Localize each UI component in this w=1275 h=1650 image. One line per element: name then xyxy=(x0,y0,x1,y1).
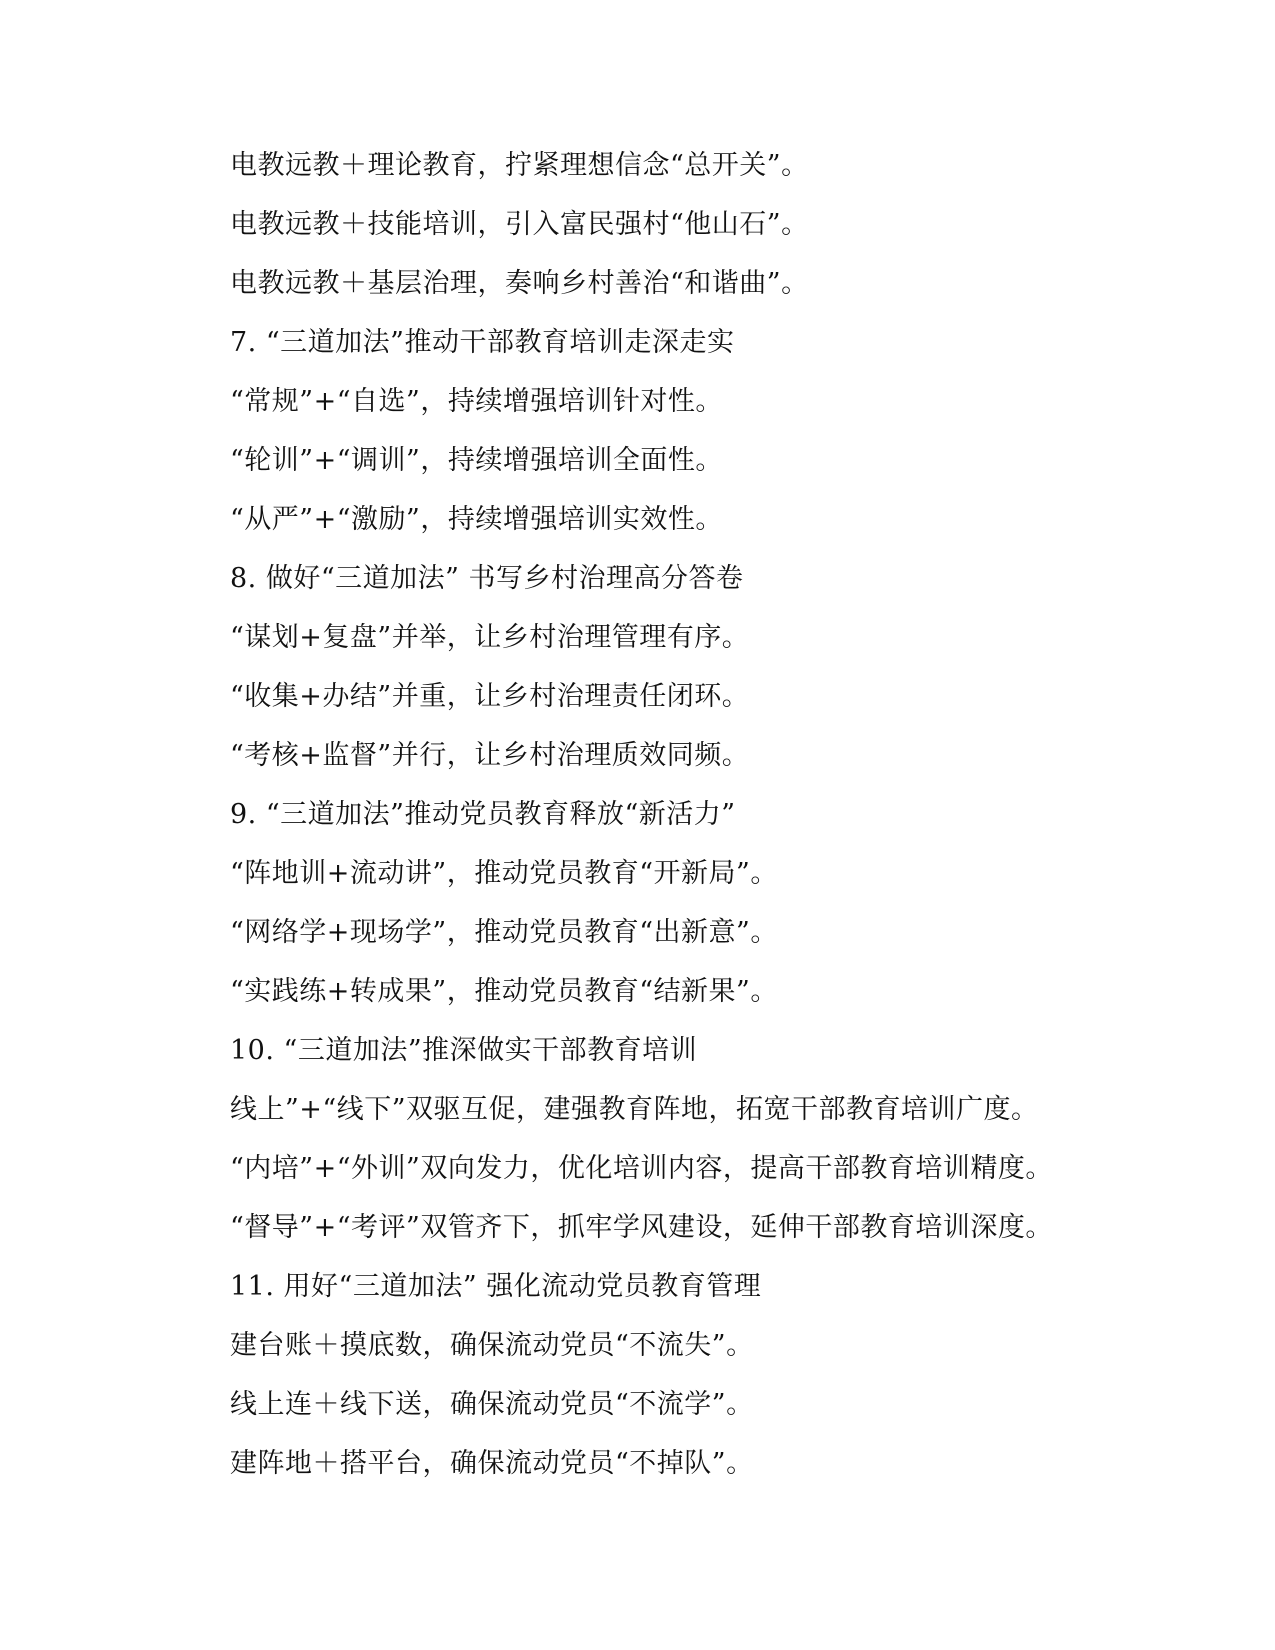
text-line: “督导”+“考评”双管齐下，抓牢学风建设，延伸干部教育培训深度。 xyxy=(230,1212,1053,1243)
section-heading: 11. 用好“三道加法” 强化流动党员教育管理 xyxy=(230,1271,762,1302)
text-line: 电教远教＋基层治理，奏响乡村善治“和谐曲”。 xyxy=(230,268,809,299)
section-heading: 8. 做好“三道加法” 书写乡村治理高分答卷 xyxy=(230,563,744,594)
text-line: 线上”+“线下”双驱互促，建强教育阵地，拓宽干部教育培训广度。 xyxy=(230,1094,1039,1125)
text-line: “轮训”+“调训”，持续增强培训全面性。 xyxy=(230,445,723,476)
text-line: “从严”+“激励”，持续增强培训实效性。 xyxy=(230,504,723,535)
section-heading: 7. “三道加法”推动干部教育培训走深走实 xyxy=(230,327,735,358)
text-line: “内培”+“外训”双向发力，优化培训内容，提高干部教育培训精度。 xyxy=(230,1153,1053,1184)
text-line: “阵地训+流动讲”，推动党员教育“开新局”。 xyxy=(230,858,778,889)
text-line: 线上连＋线下送，确保流动党员“不流学”。 xyxy=(230,1389,754,1420)
text-line: “收集+办结”并重，让乡村治理责任闭环。 xyxy=(230,681,750,712)
text-line: “网络学+现场学”，推动党员教育“出新意”。 xyxy=(230,917,778,948)
document-body xyxy=(230,136,1240,1493)
text-line: 建阵地＋搭平台，确保流动党员“不掉队”。 xyxy=(230,1448,754,1479)
text-line: 电教远教＋技能培训，引入富民强村“他山石”。 xyxy=(230,209,809,240)
text-line: “实践练+转成果”，推动党员教育“结新果”。 xyxy=(230,976,778,1007)
text-line: 建台账＋摸底数，确保流动党员“不流失”。 xyxy=(230,1330,754,1361)
text-line: “谋划+复盘”并举，让乡村治理管理有序。 xyxy=(230,622,750,653)
section-heading: 9. “三道加法”推动党员教育释放“新活力” xyxy=(230,799,736,830)
text-line: “考核+监督”并行，让乡村治理质效同频。 xyxy=(230,740,750,771)
text-line: “常规”+“自选”，持续增强培训针对性。 xyxy=(230,386,723,417)
section-heading: 10. “三道加法”推深做实干部教育培训 xyxy=(230,1035,698,1066)
text-line: 电教远教＋理论教育，拧紧理想信念“总开关”。 xyxy=(230,150,809,181)
